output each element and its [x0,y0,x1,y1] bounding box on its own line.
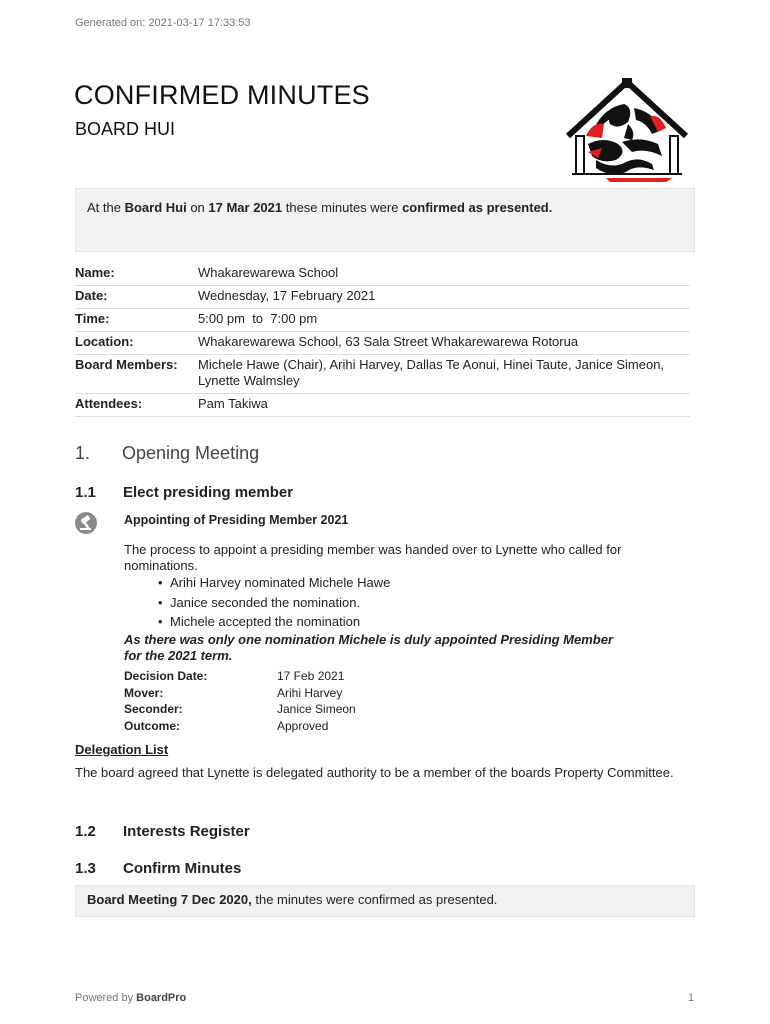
section-heading-opening-meeting: 1. Opening Meeting [75,443,260,463]
details-row-date [75,286,690,309]
details-row-name [75,263,690,286]
details-value: Whakarewarewa School, 63 Sala Street Whakarewarewa Rotorua [198,334,579,349]
details-label: Board Members: [75,357,178,372]
details-value: Wednesday, 17 February 2021 [198,288,376,303]
details-label: Name: [75,265,115,280]
page-subtitle: BOARD HUI [75,119,176,139]
confirm-minutes-text: Board Meeting 7 Dec 2020, the minutes were confirmed as presented. [87,892,498,907]
details-value: Pam Takiwa [198,396,268,411]
delegation-list-heading: Delegation List [75,742,169,757]
details-row-location [75,332,690,355]
delegation-text: The board agreed that Lynette is delegated authority to be a member of the boards Property Committee. [75,765,674,780]
list-item: • Janice seconded the nomination. [158,594,361,610]
subsection-heading-elect-presiding-member: 1.1 Elect presiding member [75,484,294,501]
decision-details [124,668,356,734]
details-label: Date: [75,288,108,303]
generated-timestamp: Generated on: 2021-03-17 17:33:53 [75,17,251,29]
decision-item-title: Appointing of Presiding Member 2021 [124,513,349,527]
details-value: Whakarewarewa School [198,265,339,280]
nomination-list [158,575,390,634]
details-row-time [75,309,690,332]
list-item: • Michele accepted the nomination [158,614,361,629]
details-label: Location: [75,334,134,349]
decision-description: The process to appoint a presiding member was handed over to Lynette who called for nominations. [124,542,622,573]
decision-row: Outcome: Approved [124,718,329,733]
confirmation-text: At the Board Hui on 17 Mar 2021 these minutes were confirmed as presented. [87,200,553,215]
gavel-icon [74,511,98,535]
decision-row: Decision Date: 17 Feb 2021 [124,669,345,683]
details-row-board-members [75,355,690,394]
details-value: 5:00 pm to 7:00 pm [198,311,318,326]
meeting-details-table [75,263,690,417]
list-item: • Arihi Harvey nominated Michele Hawe [158,575,391,590]
page-title: CONFIRMED MINUTES [74,80,370,110]
subsection-heading-confirm-minutes: 1.3 Confirm Minutes [75,860,242,877]
confirm-minutes-box [75,885,695,917]
details-row-attendees [75,394,690,417]
page-number: 1 [688,992,695,1004]
resolution-text: As there was only one nomination Michele is duly appointed Presiding Member for the 2021 term. [124,632,614,663]
details-label: Time: [75,311,110,326]
subsection-heading-interests-register: 1.2 Interests Register [75,823,250,840]
details-value: Michele Hawe (Chair), Arihi Harvey, Dallas Te Aonui, Hinei Taute, Janice Simeon, Lynette Walmsley [198,357,665,388]
wharenui-logo-icon [562,78,692,186]
confirmation-box [75,188,695,252]
details-label: Attendees: [75,396,143,411]
footer-powered-by: Powered by BoardPro [75,992,187,1004]
decision-row: Mover: Arihi Harvey [124,685,343,700]
decision-row: Seconder: Janice Simeon [124,702,356,716]
